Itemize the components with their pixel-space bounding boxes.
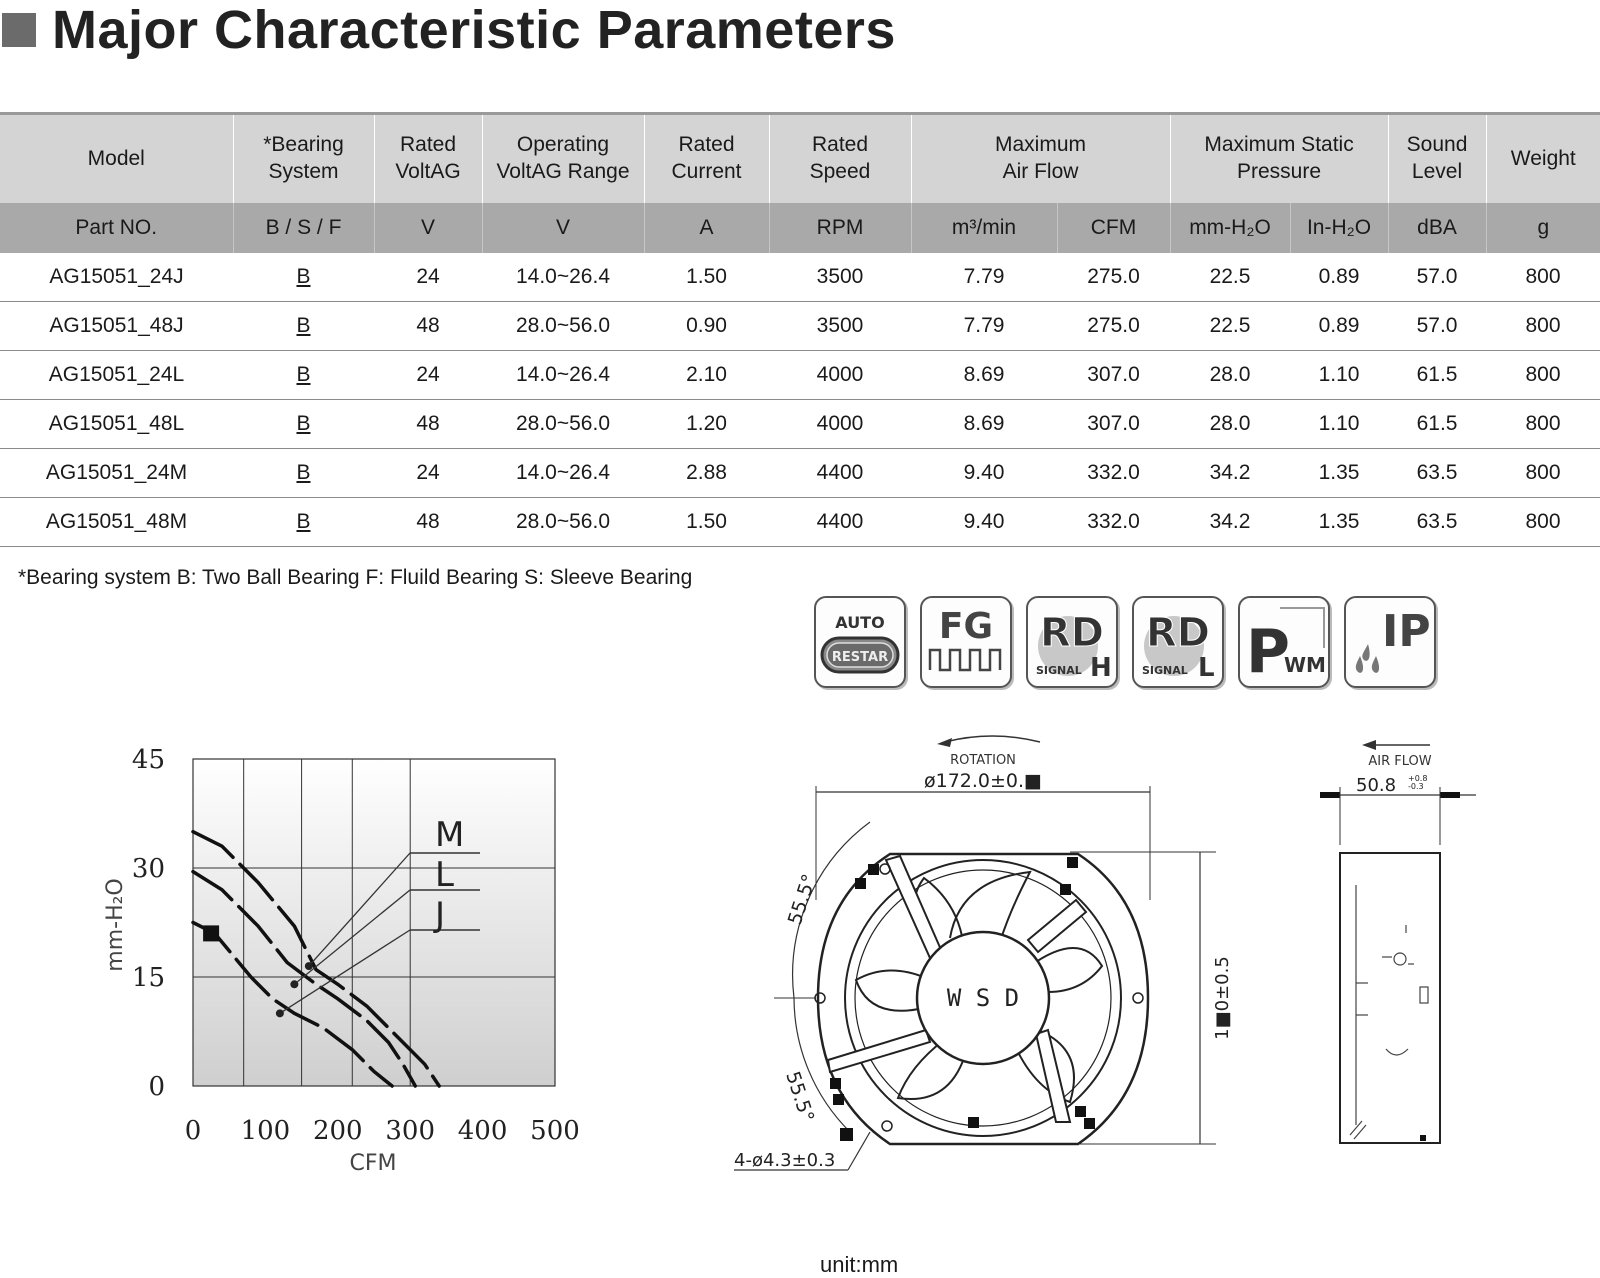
table-cell: AG15051_48L — [0, 400, 233, 449]
table-cell: 34.2 — [1170, 449, 1290, 498]
table-cell: 800 — [1486, 449, 1600, 498]
table-cell: B — [233, 400, 374, 449]
table-cell: 14.0~26.4 — [482, 351, 644, 400]
ip-rating-icon — [1344, 596, 1436, 688]
unit-inh2o: In-H₂O — [1290, 203, 1388, 253]
page-title — [0, 0, 896, 60]
leader-arrowhead — [305, 962, 313, 970]
header-model: Model — [0, 114, 233, 204]
table-row — [0, 302, 1600, 351]
table-cell: 48 — [374, 302, 482, 351]
plot-area — [193, 759, 555, 1086]
table-cell: 28.0~56.0 — [482, 498, 644, 547]
table-cell: 28.0~56.0 — [482, 400, 644, 449]
table-cell: 800 — [1486, 400, 1600, 449]
svg-text:IP: IP — [1382, 606, 1431, 657]
table-cell: 24 — [374, 351, 482, 400]
table-row — [0, 400, 1600, 449]
table-row — [0, 498, 1600, 547]
x-tick-label: 500 — [530, 1116, 580, 1146]
side-view-drawing — [1320, 735, 1490, 1165]
table-row — [0, 449, 1600, 498]
table-cell: 48 — [374, 400, 482, 449]
x-tick-label: 100 — [240, 1116, 291, 1146]
unit-mmh2o: mm-H₂O — [1170, 203, 1290, 253]
table-cell: 61.5 — [1388, 400, 1486, 449]
table-cell: 1.50 — [644, 253, 769, 302]
header-weight: Weight — [1486, 114, 1600, 204]
title-text: Major Characteristic Parameters — [52, 0, 896, 60]
x-tick-label: 0 — [184, 1116, 202, 1146]
depth-dimension: 50.8 — [1356, 775, 1397, 796]
unit-m3min: m³/min — [911, 203, 1057, 253]
unit-grams: g — [1486, 203, 1600, 253]
table-cell: B — [233, 351, 374, 400]
table-cell: 22.5 — [1170, 302, 1290, 351]
table-cell: 1.35 — [1290, 498, 1388, 547]
header-rated-current: Rated Current — [644, 114, 769, 204]
table-cell: 28.0 — [1170, 351, 1290, 400]
table-cell: 0.90 — [644, 302, 769, 351]
y-tick-label: 30 — [131, 854, 165, 884]
table-cell: 0.89 — [1290, 253, 1388, 302]
depth-tolerance-plus: +0.8 — [1408, 774, 1428, 783]
series-label: L — [435, 855, 454, 895]
table-cell: AG15051_24L — [0, 351, 233, 400]
unit-dba: dBA — [1388, 203, 1486, 253]
table-cell: 24 — [374, 449, 482, 498]
table-header-row — [0, 114, 1600, 204]
y-tick-label: 0 — [148, 1072, 165, 1102]
unit-current: A — [644, 203, 769, 253]
x-tick-label: 200 — [312, 1116, 363, 1146]
table-row — [0, 351, 1600, 400]
spec-table — [0, 112, 1600, 547]
table-cell: 48 — [374, 498, 482, 547]
unit-bearing: B / S / F — [233, 203, 374, 253]
svg-text:H: H — [1090, 653, 1112, 683]
table-cell: 2.88 — [644, 449, 769, 498]
table-cell: AG15051_48M — [0, 498, 233, 547]
table-cell: 7.79 — [911, 302, 1057, 351]
table-cell: 4000 — [769, 351, 911, 400]
table-cell: 4000 — [769, 400, 911, 449]
table-cell: 4400 — [769, 449, 911, 498]
hub-label: W S D — [946, 984, 1020, 1012]
svg-text:RESTAR: RESTAR — [831, 650, 889, 665]
table-cell: 1.35 — [1290, 449, 1388, 498]
depth-tolerance-minus: -0.3 — [1408, 782, 1424, 791]
svg-text:FG: FG — [938, 606, 994, 647]
table-cell: 0.89 — [1290, 302, 1388, 351]
data-marker — [203, 925, 219, 941]
table-cell: 1.10 — [1290, 351, 1388, 400]
table-cell: 1.10 — [1290, 400, 1388, 449]
rd-signal-high-icon — [1026, 596, 1118, 688]
table-cell: 63.5 — [1388, 498, 1486, 547]
table-cell: 9.40 — [911, 449, 1057, 498]
svg-text:SIGNAL: SIGNAL — [1036, 664, 1082, 677]
table-cell: B — [233, 253, 374, 302]
rotation-label: ROTATION — [950, 753, 1016, 768]
table-cell: 61.5 — [1388, 351, 1486, 400]
table-cell: 800 — [1486, 302, 1600, 351]
x-axis-label: CFM — [349, 1151, 397, 1176]
svg-text:L: L — [1198, 653, 1215, 683]
table-cell: 332.0 — [1057, 449, 1170, 498]
auto-restart-icon — [814, 596, 906, 688]
header-bearing: *Bearing System — [233, 114, 374, 204]
pwm-icon — [1238, 596, 1330, 688]
table-unit-row — [0, 203, 1600, 253]
x-tick-label: 300 — [385, 1116, 436, 1146]
table-cell: 800 — [1486, 351, 1600, 400]
y-tick-label: 45 — [131, 745, 165, 775]
table-cell: 1.50 — [644, 498, 769, 547]
airflow-label: AIR FLOW — [1368, 754, 1432, 769]
header-air-flow: Maximum Air Flow — [911, 114, 1170, 204]
header-operating-voltage: Operating VoltAG Range — [482, 114, 644, 204]
table-cell: AG15051_24J — [0, 253, 233, 302]
height-dimension: 1■0±0.5 — [1212, 956, 1233, 1040]
feature-icons — [814, 596, 1436, 688]
table-cell: 1.20 — [644, 400, 769, 449]
svg-text:RD: RD — [1039, 610, 1105, 656]
holes-callout: 4-ø4.3±0.3 — [734, 1150, 836, 1171]
unit-cfm: CFM — [1057, 203, 1170, 253]
svg-text:AUTO: AUTO — [835, 613, 885, 632]
unit-voltage: V — [374, 203, 482, 253]
table-cell: 8.69 — [911, 400, 1057, 449]
table-cell: AG15051_24M — [0, 449, 233, 498]
table-body — [0, 253, 1600, 547]
angle-top-label: 55.5° — [783, 871, 821, 928]
unit-label: unit:mm — [820, 1252, 899, 1277]
table-cell: AG15051_48J — [0, 302, 233, 351]
svg-text:P: P — [1246, 617, 1290, 686]
table-cell: 275.0 — [1057, 253, 1170, 302]
unit-voltage-range: V — [482, 203, 644, 253]
y-axis-label: mm-H₂O — [103, 878, 128, 972]
fg-signal-icon — [920, 596, 1012, 688]
table-cell: B — [233, 302, 374, 351]
table-cell: 28.0~56.0 — [482, 302, 644, 351]
table-cell: 57.0 — [1388, 253, 1486, 302]
x-tick-label: 400 — [457, 1116, 508, 1146]
table-cell: 14.0~26.4 — [482, 449, 644, 498]
unit-part-no: Part NO. — [0, 203, 233, 253]
table-cell: 22.5 — [1170, 253, 1290, 302]
table-cell: 275.0 — [1057, 302, 1170, 351]
table-cell: 34.2 — [1170, 498, 1290, 547]
table-cell: B — [233, 498, 374, 547]
table-cell: 3500 — [769, 253, 911, 302]
angle-bottom-label: 55.5° — [781, 1068, 819, 1125]
header-rated-speed: Rated Speed — [769, 114, 911, 204]
unit-speed: RPM — [769, 203, 911, 253]
header-static-pressure: Maximum Static Pressure — [1170, 114, 1388, 204]
header-sound-level: Sound Level — [1388, 114, 1486, 204]
series-label: M — [435, 815, 465, 855]
table-row — [0, 253, 1600, 302]
table-cell: 57.0 — [1388, 302, 1486, 351]
title-bullet — [2, 13, 36, 47]
table-cell: 3500 — [769, 302, 911, 351]
table-cell: 63.5 — [1388, 449, 1486, 498]
table-cell: 800 — [1486, 253, 1600, 302]
table-cell: 7.79 — [911, 253, 1057, 302]
table-cell: 307.0 — [1057, 351, 1170, 400]
performance-chart — [90, 740, 610, 1190]
series-label: J — [435, 895, 446, 935]
y-tick-label: 15 — [131, 963, 165, 993]
diameter-dimension: ø172.0±0.■ — [923, 770, 1043, 792]
table-cell: 2.10 — [644, 351, 769, 400]
svg-text:RD: RD — [1145, 610, 1211, 656]
front-view-drawing — [730, 730, 1250, 1200]
table-cell: B — [233, 449, 374, 498]
table-cell: 8.69 — [911, 351, 1057, 400]
table-cell: 24 — [374, 253, 482, 302]
table-cell: 4400 — [769, 498, 911, 547]
table-cell: 800 — [1486, 498, 1600, 547]
table-cell: 9.40 — [911, 498, 1057, 547]
table-cell: 14.0~26.4 — [482, 253, 644, 302]
table-cell: 307.0 — [1057, 400, 1170, 449]
leader-arrowhead — [290, 980, 298, 988]
leader-arrowhead — [276, 1009, 284, 1017]
rd-signal-low-icon — [1132, 596, 1224, 688]
table-cell: 28.0 — [1170, 400, 1290, 449]
bearing-note: *Bearing system B: Two Ball Bearing F: Fluild Bearing S: Sleeve Bearing — [18, 566, 693, 589]
table-cell: 332.0 — [1057, 498, 1170, 547]
svg-text:WM: WM — [1284, 653, 1326, 677]
header-rated-voltage: Rated VoltAG — [374, 114, 482, 204]
svg-text:SIGNAL: SIGNAL — [1142, 664, 1188, 677]
